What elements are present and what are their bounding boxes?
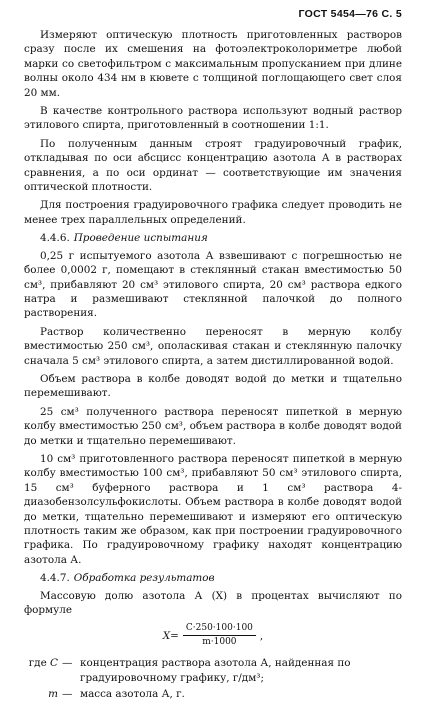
formula-lhs: X= — [162, 629, 179, 642]
legend-symbol-cell — [24, 687, 58, 701]
section-heading-4-4-7 — [24, 571, 402, 585]
paragraph: Измеряют оптическую плотность приготовленных растворов сразу после их смешения на фотоэлектроколориметре любой марки со светофильтром с максимальным пропусканием при длине волны около 434 нм в кювете с толщиной поглощающего свет слоя 20 мм. — [24, 29, 402, 99]
paragraph: Раствор количественно переносят в мерную колбу вместимостью 250 см³, ополаскивая стакан и стеклянную палочку сначала 5 см³ этилового спирта, а затем дистиллированной водой. — [24, 325, 402, 367]
formula-denominator: m·1000 — [202, 637, 237, 648]
formula-tail: , — [259, 629, 264, 642]
paragraph: 0,25 г испытуемого азотола А взвешивают с погрешностью не более 0,0002 г, помещают в стеклянный стакан вместимостью 50 см³, прибавляют 20 см³ этилового спирта, 20 см³ раствора едкого натра и размешивают стеклянной палочкой до полного растворения. — [24, 249, 402, 320]
legend-symbol-cell — [24, 656, 58, 685]
section-title: Обработка результатов — [73, 572, 215, 585]
legend-where: где — [28, 657, 47, 670]
document-body — [24, 28, 402, 704]
paragraph: 10 см³ приготовленного раствора переносят пипеткой в мерную колбу вместимостью 100 см³, прибавляют 50 см³ этилового спирта, 15 см³ буферного раствора и 1 см³ раствора 4-диазобензолсульфокислоты. Объем раствора в колбе доводят водой до метки, тщательно перемешивают и измеряют его оптическую плотность таким же образом, как при построении градуировочного графика. По градуировочному графику находят концентрацию азотола А. — [24, 452, 402, 566]
legend-description: масса азотола А, г. — [80, 688, 185, 701]
formula-legend-item — [24, 687, 402, 701]
paragraph: Для построения градуировочного графика следует проводить не менее трех параллельных определений. — [24, 199, 402, 226]
paragraph: По полученным данным строят градуировочный график, откладывая по оси абсцисс концентрацию азотола А в растворах сравнения, а по оси ординат — соответствующие им значения оптической плотности. — [24, 137, 402, 194]
legend-symbol: m — [48, 688, 58, 701]
formula-intro: Массовую долю азотола А (X) в процентах вычисляют по формуле — [24, 589, 402, 617]
legend-description: концентрация раствора азотола А, найденная по градуировочному графику, г/дм³; — [80, 657, 351, 684]
section-number: 4.4.7. — [40, 572, 70, 585]
formula — [24, 623, 402, 648]
section-heading-4-4-6 — [24, 231, 402, 245]
legend-dash: — — [62, 688, 73, 701]
paragraph: В качестве контрольного раствора используют водный раствор этилового спирта, приготовленный в соотношении 1:1. — [24, 105, 402, 132]
formula-fraction — [183, 623, 256, 648]
legend-dash: — — [62, 657, 73, 670]
section-number: 4.4.6. — [40, 232, 70, 245]
section-title: Проведение испытания — [73, 232, 208, 245]
formula-numerator: C·250·100·100 — [183, 623, 256, 636]
formula-legend-item — [24, 656, 402, 685]
paragraph: 25 см³ полученного раствора переносят пипеткой в мерную колбу вместимостью 250 см³, объем раствора в колбе доводят водой до метки и тщательно перемешивают. — [24, 405, 402, 447]
legend-symbol: C — [50, 657, 58, 670]
paragraph: Объем раствора в колбе доводят водой до метки и тщательно перемешивают. — [24, 372, 402, 400]
page-header: ГОСТ 5454—76 С. 5 — [298, 8, 402, 20]
